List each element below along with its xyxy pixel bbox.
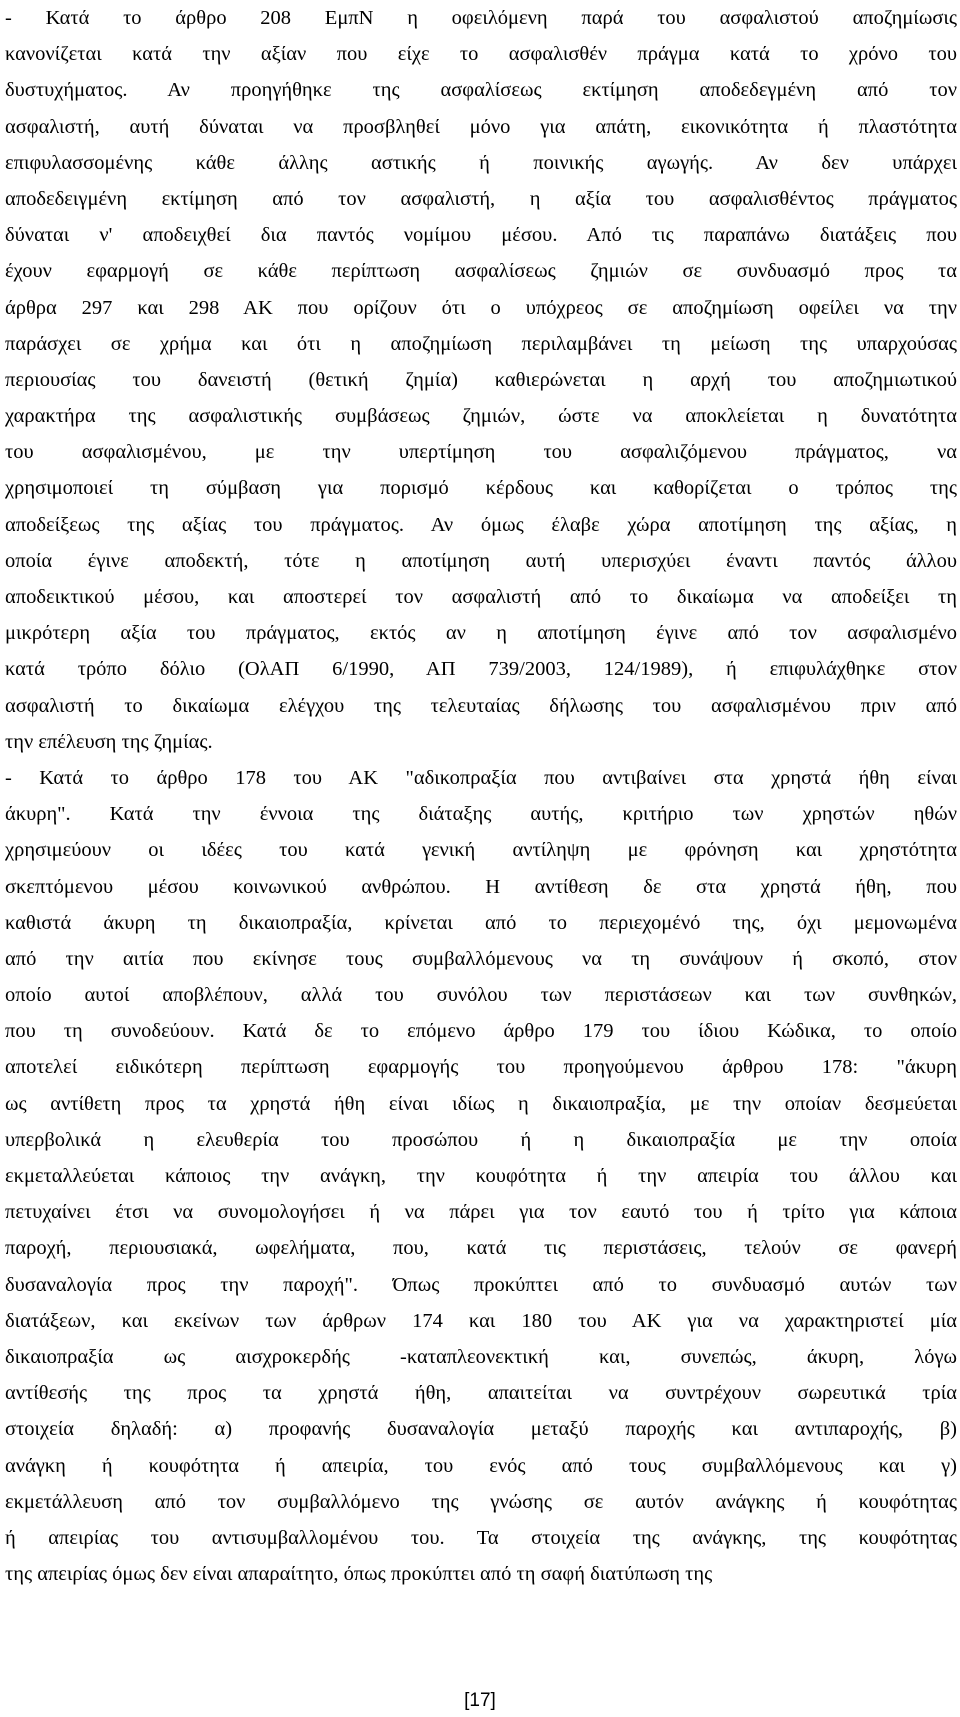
text-line: την επέλευση της ζημίας. xyxy=(5,730,213,753)
text-line: κατά τρόπο δόλιο (ΟλΑΠ 6/1990, ΑΠ 739/2003, 124/1989), ή επιφυλάχθηκε στον xyxy=(5,658,957,681)
text-line: περιουσίας του δανειστή (θετική ζημία) καθιερώνεται η αρχή του αποζημιωτικού xyxy=(5,368,957,391)
text-line: από την αιτία που εκίνησε τους συμβαλλόμενους να τη συνάψουν ή σκοπό, στον xyxy=(5,947,957,970)
text-line: άρθρα 297 και 298 ΑΚ που ορίζουν ότι ο υπόχρεος σε αποζημίωση οφείλει να την xyxy=(5,296,957,319)
text-line: ή απειρίας του αντισυμβαλλομένου του. Τα στοιχεία της ανάγκης, της κουφότητας xyxy=(5,1526,957,1549)
text-line: κανονίζεται κατά την αξίαν που είχε το ασφαλισθέν πράγμα κατά το χρόνο του xyxy=(5,43,957,66)
text-line: του ασφαλισμένου, με την υπερτίμηση του ασφαλιζόμενου πράγματος, να xyxy=(5,441,957,464)
text-line: αντίθεσής της προς τα χρηστά ήθη, απαιτείται να συντρέχουν σωρευτικά τρία xyxy=(5,1382,957,1405)
text-line: που τη συνοδεύουν. Κατά δε το επόμενο άρθρο 179 του ίδιου Κώδικα, το οποίο xyxy=(5,1020,957,1043)
text-line: δυσαναλογία προς την παροχή". Όπως προκύπτει από το συνδυασμό αυτών των xyxy=(5,1273,957,1296)
text-line: οποία έγινε αποδεκτή, τότε η αποτίμηση αυτή υπερισχύει έναντι παντός άλλου xyxy=(5,549,957,572)
text-line: δύναται ν' αποδειχθεί δια παντός νομίμου μέσου. Από τις παραπάνω διατάξεις που xyxy=(5,224,957,247)
text-line: επιφυλασσομένης κάθε άλλης αστικής ή ποινικής αγωγής. Αν δεν υπάρχει xyxy=(5,151,957,174)
text-line: χαρακτήρα της ασφαλιστικής συμβάσεως ζημιών, ώστε να αποκλείεται η δυνατότητα xyxy=(5,405,957,428)
text-line: έχουν εφαρμογή σε κάθε περίπτωση ασφαλίσεως ζημιών σε συνδυασμό προς τα xyxy=(5,260,957,283)
text-line: υπερβολικά η ελευθερία του προσώπου ή η δικαιοπραξία με την οποία xyxy=(5,1128,957,1151)
text-line: αποδεικτικού μέσου, και αποστερεί τον ασφαλιστή από το δικαίωμα να αποδείξει τη xyxy=(5,586,957,608)
text-line: εκμετάλλευση από τον συμβαλλόμενο της γνώσης σε αυτόν ανάγκης ή κουφότητας xyxy=(5,1490,957,1513)
text-line: - Κατά το άρθρο 208 ΕμπΝ η οφειλόμενη παρά του ασφαλιστού αποζημίωσις xyxy=(5,7,957,29)
text-line: δυστυχήματος. Αν προηγήθηκε της ασφαλίσεως εκτίμηση αποδεδεγμένη από τον xyxy=(5,79,957,102)
text-line: άκυρη". Κατά την έννοια της διάταξης αυτής, κριτήριο των χρηστών ηθών xyxy=(5,803,957,826)
text-line: ανάγκη ή κουφότητα ή απειρία, του ενός από τους συμβαλλόμενους και γ) xyxy=(5,1454,957,1477)
text-line: αποδεδειγμένη εκτίμηση από τον ασφαλιστή, η αξία του ασφαλισθέντος πράγματος xyxy=(5,187,957,210)
text-line: καθιστά άκυρη τη δικαιοπραξία, κρίνεται από το περιεχομένό της, όχι μεμονωμένα xyxy=(5,911,957,934)
text-line: οποίο αυτοί αποβλέπουν, αλλά του συνόλου των περιστάσεων και των συνθηκών, xyxy=(5,984,957,1007)
text-line: της απειρίας όμως δεν είναι απαραίτητο, όπως προκύπτει από τη σαφή διατύπωση της xyxy=(5,1563,713,1586)
text-line: μικρότερη αξία του πράγματος, εκτός αν η αποτίμηση έγινε από τον ασφαλισμένο xyxy=(5,622,957,645)
text-line: ασφαλιστή το δικαίωμα ελέγχου της τελευταίας δήλωσης του ασφαλισμένου πριν από xyxy=(5,694,957,717)
text-line: - Κατά το άρθρο 178 του ΑΚ "αδικοπραξία που αντιβαίνει στα χρηστά ήθη είναι xyxy=(5,766,957,789)
text-line: αποτελεί ειδικότερη περίπτωση εφαρμογής του προηγούμενου άρθρου 178: "άκυρη xyxy=(5,1056,957,1079)
text-line: δικαιοπραξία ως αισχροκερδής -καταπλεονεκτική και, συνεπώς, άκυρη, λόγω xyxy=(5,1345,957,1368)
text-line: χρησιμεύουν οι ιδέες του κατά γενική αντίληψη με φρόνηση και χρηστότητα xyxy=(5,839,957,862)
text-line: παράσχει σε χρήμα και ότι η αποζημίωση περιλαμβάνει τη μείωση της υπαρχούσας xyxy=(5,332,957,355)
text-line: πετυχαίνει έτσι να συνομολογήσει ή να πάρει για τον εαυτό του ή τρίτο για κάποια xyxy=(5,1201,957,1224)
text-line: διατάξεων, και εκείνων των άρθρων 174 και 180 του ΑΚ για να χαρακτηριστεί μία xyxy=(5,1309,957,1332)
text-line: αποδείξεως της αξίας του πράγματος. Αν όμως έλαβε χώρα αποτίμηση της αξίας, η xyxy=(5,513,957,536)
text-line: χρησιμοποιεί τη σύμβαση για πορισμό κέρδους και καθορίζεται ο τρόπος της xyxy=(5,477,957,500)
text-line: σκεπτόμενου μέσου κοινωνικού ανθρώπου. Η αντίθεση δε στα χρηστά ήθη, που xyxy=(5,875,957,898)
body-text xyxy=(5,0,957,1592)
text-line: στοιχεία δηλαδή: α) προφανής δυσαναλογία μεταξύ παροχής και αντιπαροχής, β) xyxy=(5,1418,957,1441)
text-line: ως αντίθετη προς τα χρηστά ήθη είναι ιδίως η δικαιοπραξία, με την οποίαν δεσμεύεται xyxy=(5,1092,957,1115)
text-line: εκμεταλλεύεται κάποιος την ανάγκη, την κουφότητα ή την απειρία του άλλου και xyxy=(5,1165,957,1187)
page-number: [17] xyxy=(464,1690,496,1711)
text-line: ασφαλιστή, αυτή δύναται να προσβληθεί μόνο για απάτη, εικονικότητα ή πλαστότητα xyxy=(5,115,957,138)
text-line: παροχή, περιουσιακά, ωφελήματα, που, κατά τις περιστάσεις, τελούν σε φανερή xyxy=(5,1237,957,1260)
